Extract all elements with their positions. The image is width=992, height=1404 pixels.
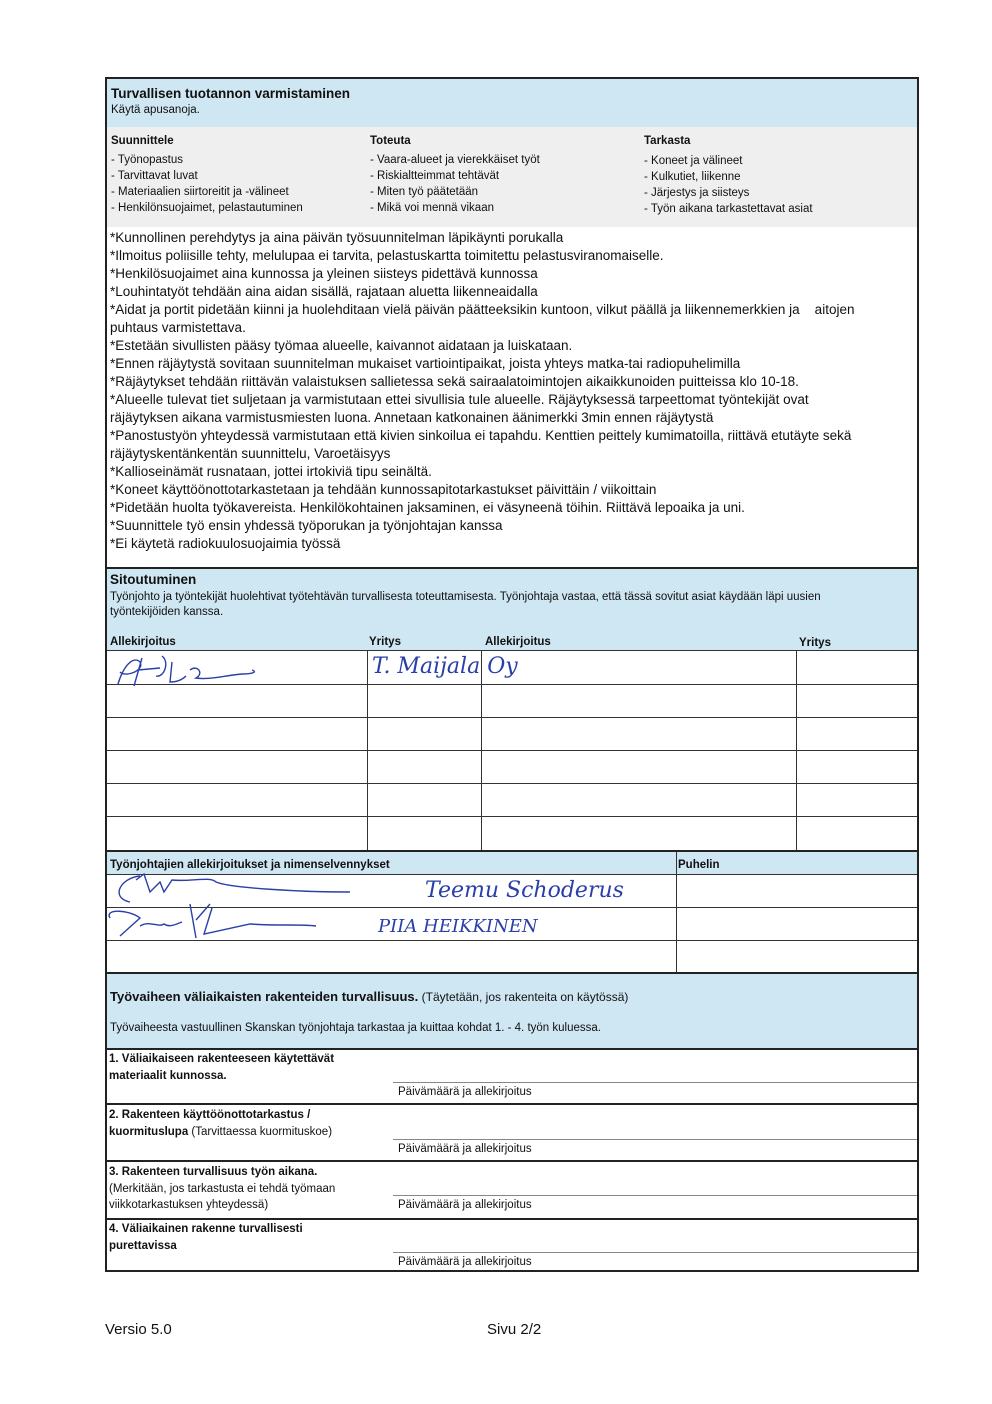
rule-line: *Ennen räjäytystä sovitaan suunnitelman mukaiset vartiointipaikat, joista yhteys matka-tai radiopuhelimilla xyxy=(110,356,741,371)
date-signature-label: Päivämäärä ja allekirjoitus xyxy=(398,1143,532,1155)
supervisor-name-1: Teemu Schoderus xyxy=(425,878,624,903)
item-3-line3: viikkotarkastuksen yhteydessä) xyxy=(109,1199,269,1211)
handwritten-company: T. Maijala Oy xyxy=(372,654,518,679)
signature-drawing xyxy=(112,652,262,688)
section3-title: Työnjohtajien allekirjoitukset ja nimenselvennykset xyxy=(110,859,390,871)
rule-line: *Ei käytetä radiokuulosuojaimia työssä xyxy=(110,536,341,551)
item-4-line2: purettavissa xyxy=(109,1240,177,1252)
list-item: - Koneet ja välineet xyxy=(644,155,743,167)
rule-line: *Pidetään huolta työkavereista. Henkilökohtainen jaksaminen, ei väsyneenä töihin. Riittävä lepoaika ja uni. xyxy=(110,500,745,515)
safety-rules xyxy=(110,229,916,553)
list-item: - Mikä voi mennä vikaan xyxy=(370,202,494,214)
item-2-note: (Tarvittaessa kuormituskoe) xyxy=(188,1126,333,1138)
rule-line: *Alueelle tulevat tiet suljetaan ja varmistutaan ettei sivullisia tule alueelle. Räjäytyksessä tarpeettomat työntekijät ovat xyxy=(110,392,809,407)
rule-line: *Louhintatyöt tehdään aina aidan sisällä, rajataan aluetta liikenneaidalla xyxy=(110,284,538,299)
date-line xyxy=(393,1082,917,1083)
grid-line xyxy=(481,650,482,851)
rule-line: *Kunnollinen perehdytys ja aina päivän työsuunnitelman läpikäynti porukalla xyxy=(110,230,564,245)
supervisor-name-2: PIIA HEIKKINEN xyxy=(378,916,538,937)
section1-title: Turvallisen tuotannon varmistaminen xyxy=(111,86,351,101)
grid-line xyxy=(676,852,677,972)
item-1-line1: 1. Väliaikaiseen rakenteeseen käytettävät xyxy=(109,1053,335,1065)
section4-title: Työvaiheen väliaikaisten rakenteiden turvallisuus. xyxy=(110,989,419,1004)
rule-line: *Kallioseinämät rusnataan, jottei irtokiviä tipu seinältä. xyxy=(110,464,432,479)
phone-header: Puhelin xyxy=(678,859,720,871)
item-2-line2-row xyxy=(109,1124,332,1140)
divider xyxy=(107,1218,917,1220)
date-signature-label: Päivämäärä ja allekirjoitus xyxy=(398,1256,532,1268)
item-2-line2: kuormituslupa xyxy=(109,1126,189,1138)
divider xyxy=(107,1048,917,1050)
list-item: - Työnopastus xyxy=(111,154,184,166)
section2-title: Sitoutuminen xyxy=(110,572,197,587)
list-item: - Riskialtteimmat tehtävät xyxy=(370,170,500,182)
item-2-line1: 2. Rakenteen käyttöönottotarkastus / xyxy=(109,1109,311,1121)
rule-line: *Aidat ja portit pidetään kiinni ja huolehditaan vielä päivän päätteeksikin kuntoon, vilkut päällä ja liikennemerkkien ja aitojen xyxy=(110,302,855,317)
date-signature-label: Päivämäärä ja allekirjoitus xyxy=(398,1199,532,1211)
date-line xyxy=(393,1195,917,1196)
item-1-line2: materiaalit kunnossa. xyxy=(109,1070,227,1082)
list-item: - Kulkutiet, liikenne xyxy=(644,171,741,183)
list-item: - Tarvittavat luvat xyxy=(111,170,198,182)
date-signature-label: Päivämäärä ja allekirjoitus xyxy=(398,1086,532,1098)
rule-line: *Ilmoitus poliisille tehty, melulupaa ei tarvita, pelastuskartta toimitettu pelastusviranomaiselle. xyxy=(110,248,664,263)
section4-title-note: (Täytetään, jos rakenteita on käytössä) xyxy=(418,990,629,1004)
rule-line: *Suunnittele työ ensin yhdessä työporukan ja työnjohtajan kanssa xyxy=(110,518,503,533)
divider xyxy=(107,1103,917,1105)
grid-line xyxy=(796,650,797,851)
list-item: - Vaara-alueet ja vierekkäiset työt xyxy=(370,154,540,166)
column-header-company-2: Yritys xyxy=(799,637,831,649)
section1-header xyxy=(107,79,917,127)
column-header-company: Yritys xyxy=(369,636,401,648)
section4-title-row xyxy=(110,989,628,1004)
rule-line: *Panostustyön yhteydessä varmistutaan että kivien sinkoilua ei tapahdu. Kenttien peittely kumimatoilla, riittävä etutäyte sekä xyxy=(110,428,852,443)
column-header-plan: Suunnittele xyxy=(111,135,174,147)
version-label: Versio 5.0 xyxy=(105,1321,172,1338)
divider xyxy=(107,1160,917,1162)
section4-header xyxy=(107,974,917,1048)
rule-line: *Koneet käyttöönottotarkastetaan ja tehdään kunnossapitotarkastukset päivittäin / viikoittain xyxy=(110,482,657,497)
page-number: Sivu 2/2 xyxy=(487,1321,542,1338)
list-item: - Työn aikana tarkastettavat asiat xyxy=(644,203,813,215)
column-header-check: Tarkasta xyxy=(644,135,691,147)
section2-text-2: työntekijöiden kanssa. xyxy=(110,606,224,618)
section2-text-1: Työnjohto ja työntekijät huolehtivat työtehtävän turvallisesta toteuttamisesta. Työnjohtaja vastaa, että tässä sovitut asiat käydään läpi uusien xyxy=(110,591,821,603)
list-item: - Järjestys ja siisteys xyxy=(644,187,750,199)
date-line xyxy=(393,1139,917,1140)
rule-line: räjäytyksen aikana varmistusmiesten luona. Annetaan katkonainen äänimerkki 3min ennen räjäytystä xyxy=(110,410,714,425)
list-item: - Miten työ päätetään xyxy=(370,186,479,198)
item-3-line2: (Merkitään, jos tarkastusta ei tehdä työmaan xyxy=(109,1183,336,1195)
grid-line xyxy=(367,650,368,851)
item-3-line1: 3. Rakenteen turvallisuus työn aikana. xyxy=(109,1166,318,1178)
list-item: - Henkilönsuojaimet, pelastautuminen xyxy=(111,202,303,214)
column-header-signature: Allekirjoitus xyxy=(110,636,176,648)
planning-columns xyxy=(107,127,917,227)
section4-text: Työvaiheesta vastuullinen Skanskan työnjohtaja tarkastaa ja kuittaa kohdat 1. - 4. työn kuluessa. xyxy=(110,1022,601,1034)
rule-line: räjäytyskentänkentän suunnittelu, Varoetäisyys xyxy=(110,446,391,461)
date-line xyxy=(393,1252,917,1253)
rule-line: *Henkilösuojaimet aina kunnossa ja yleinen siisteys pidettävä kunnossa xyxy=(110,266,538,281)
rule-line: *Räjäytykset tehdään riittävän valaistuksen sallietessa sekä sairaalatoimintojen aikaikkunoiden puitteissa klo 10-18. xyxy=(110,374,799,389)
supervisor-signatures-drawing xyxy=(100,868,370,948)
rule-line: puhtaus varmistettava. xyxy=(110,320,246,335)
section2-header xyxy=(107,569,917,650)
column-header-signature-2: Allekirjoitus xyxy=(485,636,551,648)
section1-subtitle: Käytä apusanoja. xyxy=(111,104,200,116)
list-item: - Materiaalien siirtoreitit ja -välineet xyxy=(111,186,289,198)
rule-line: *Estetään sivullisten pääsy työmaa alueelle, kaivannot aidataan ja luiskataan. xyxy=(110,338,573,353)
item-4-line1: 4. Väliaikainen rakenne turvallisesti xyxy=(109,1223,303,1235)
column-header-implement: Toteuta xyxy=(370,135,411,147)
